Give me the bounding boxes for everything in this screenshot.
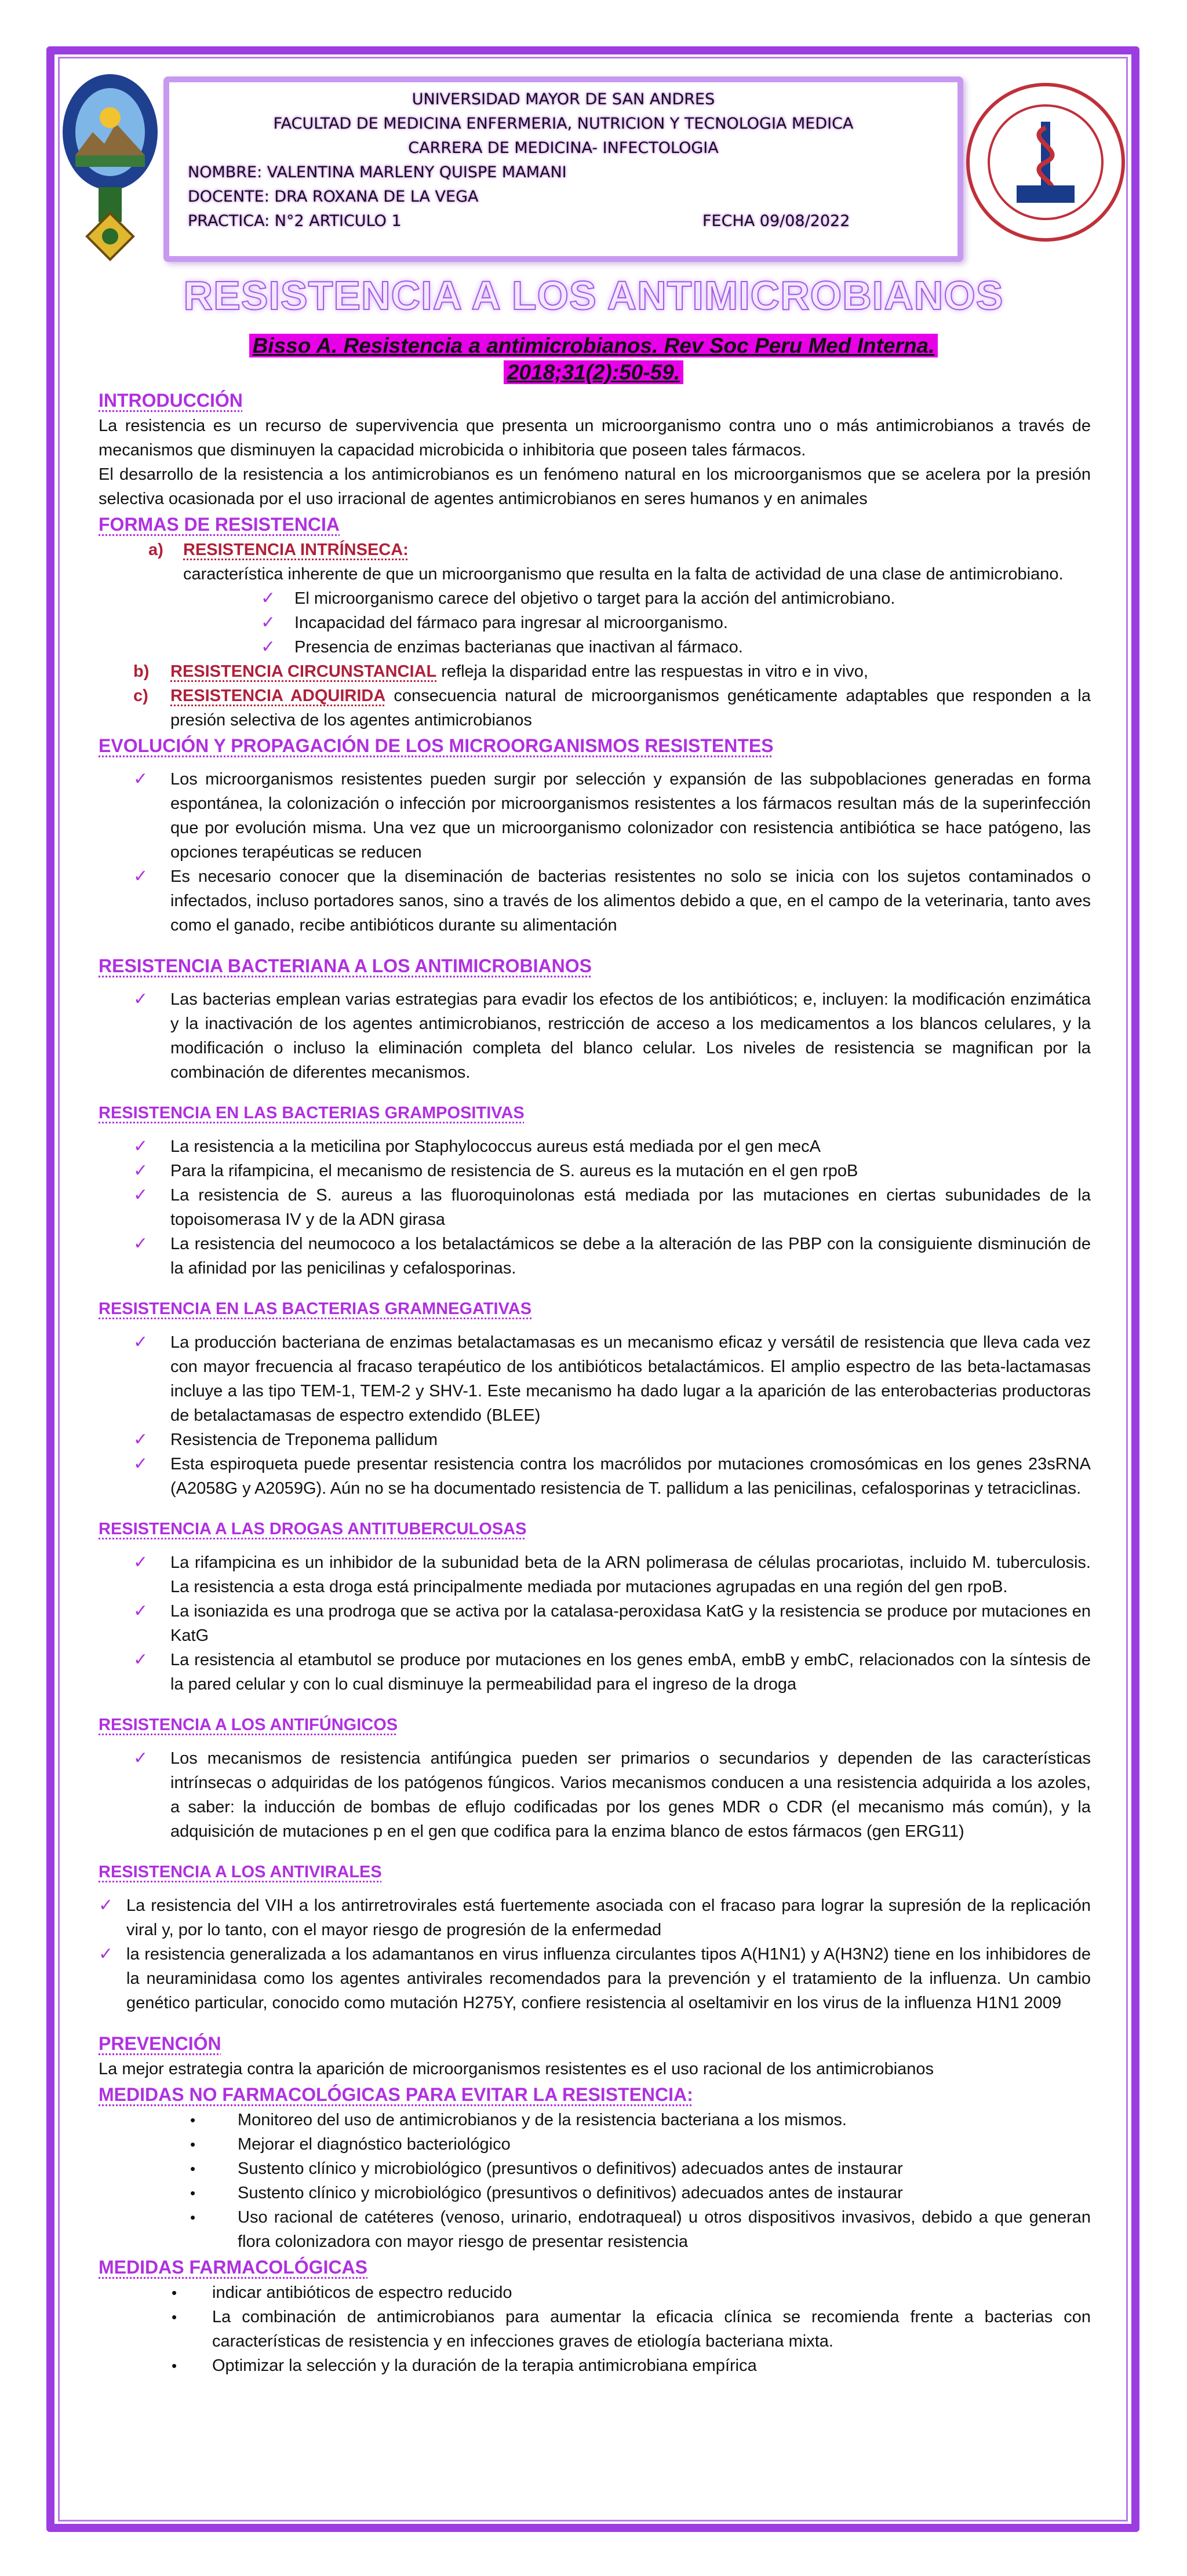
list-item: ✓ La resistencia de S. aureus a las fluoroquinolonas está mediada por las mutaciones en ciertas subunidades de la topoisomerasa IV y de la ADN girasa bbox=[99, 1183, 1091, 1232]
check-icon: ✓ bbox=[133, 866, 148, 886]
bullet-icon: • bbox=[190, 2136, 196, 2153]
forma-a-label: a) bbox=[148, 541, 163, 559]
check-icon: ✓ bbox=[133, 1748, 148, 1768]
check-icon: ✓ bbox=[133, 1136, 148, 1156]
list-item: ✓ La rifampicina es un inhibidor de la subunidad beta de la ARN polimerasa de células procariotas, incluido M. tuberculosis. La resistencia a esta droga está principalmente mediada por mutaciones agrupadas en una región del gen rpoB. bbox=[99, 1550, 1091, 1599]
forma-a bbox=[99, 538, 1091, 562]
check-icon: ✓ bbox=[133, 769, 148, 789]
section-heading-grampositivas: RESISTENCIA EN LAS BACTERIAS GRAMPOSITIVAS bbox=[99, 1104, 525, 1122]
teacher-name: DOCENTE: DRA ROXANA DE LA VEGA bbox=[188, 188, 479, 206]
citation bbox=[0, 333, 1187, 386]
student-name: NOMBRE: VALENTINA MARLENY QUISPE MAMANI bbox=[188, 163, 567, 181]
gramnegativas-list bbox=[99, 1330, 1091, 1501]
list-item: ✓ El microorganismo carece del objetivo o target para la acción del antimicrobiano. bbox=[99, 586, 1091, 611]
section-heading-introduccion: INTRODUCCIÓN bbox=[99, 390, 243, 411]
list-item: ✓ la resistencia generalizada a los adamantanos en virus influenza circulantes tipos A(H1N1) y A(H3N2) tiene en los inhibidores de la neuraminidasa como los agentes antivirales recomendados para la prevención y el tratamiento de la influenza. Un cambio genético particular, conocido como mutación H275Y, confiere resistencia al oseltamivir en los virus de la influenza H1N1 2009 bbox=[99, 1942, 1091, 2015]
faculty-name: FACULTAD DE MEDICINA ENFERMERIA, NUTRICION Y TECNOLOGIA MEDICA bbox=[273, 115, 854, 133]
list-item: ✓ Es necesario conocer que la diseminación de bacterias resistentes no solo se inicia con los sujetos contaminados o infectados, incluso portadores sanos, sino a través de los alimentos debido a que, en el campo de la veterinaria, tanto aves como el ganado, recibe antibióticos durante su alimentación bbox=[99, 864, 1091, 937]
check-icon: ✓ bbox=[133, 1185, 148, 1205]
header-info-box bbox=[163, 76, 963, 262]
check-icon: ✓ bbox=[133, 1650, 148, 1670]
list-item: ✓ La isoniazida es una prodroga que se activa por la catalasa-peroxidasa KatG y la resistencia se produce por mutaciones en KatG bbox=[99, 1599, 1091, 1648]
check-icon: ✓ bbox=[99, 1895, 114, 1915]
practice-label: PRACTICA: N°2 ARTICULO 1 bbox=[188, 212, 402, 230]
list-item: • Sustento clínico y microbiológico (presuntivos o definitivos) adecuados antes de instaurar bbox=[99, 2181, 1091, 2205]
section-heading-formas: FORMAS DE RESISTENCIA bbox=[99, 514, 340, 535]
list-item: • indicar antibióticos de espectro reducido bbox=[99, 2281, 1091, 2305]
antituberculosas-list bbox=[99, 1550, 1091, 1696]
forma-c bbox=[99, 684, 1091, 732]
list-item: ✓ La resistencia al etambutol se produce por mutaciones en los genes embA, embB y embC, relacionados con la síntesis de la pared celular y con lo cual disminuye la permeabilidad para el ingreso de la droga bbox=[99, 1648, 1091, 1696]
check-icon: ✓ bbox=[99, 1944, 114, 1964]
list-item: ✓ La resistencia del neumococo a los betalactámicos se debe a la alteración de las PBP con la consiguiente disminución de la afinidad por las penicilinas y cefalosporinas. bbox=[99, 1232, 1091, 1280]
bullet-icon: • bbox=[190, 2160, 196, 2177]
list-item: ✓ Los mecanismos de resistencia antifúngica pueden ser primarios o secundarios y dependen de las características intrínsecas o adquiridas de los patógenos fúngicos. Varios mecanismos conducen a una resistencia adquirida a los azoles, a saber: la inducción de bombas de eflujo codificadas por los genes MDR o CDR (el mecanismo más común), y la adquisición de mutaciones p en el gen que codifica para la enzima blanco de estos fármacos (gen ERG11) bbox=[99, 1746, 1091, 1844]
section-heading-bacteriana: RESISTENCIA BACTERIANA A LOS ANTIMICROBIANOS bbox=[99, 955, 592, 976]
section-heading-evolucion: EVOLUCIÓN Y PROPAGACIÓN DE LOS MICROORGANISMOS RESISTENTES bbox=[99, 735, 774, 756]
list-item: ✓ La resistencia a la meticilina por Staphylococcus aureus está mediada por el gen mecA bbox=[99, 1134, 1091, 1159]
list-item: • Mejorar el diagnóstico bacteriológico bbox=[99, 2132, 1091, 2157]
document-title: RESISTENCIA A LOS ANTIMICROBIANOS bbox=[183, 273, 1004, 318]
check-icon: ✓ bbox=[133, 1552, 148, 1572]
forma-a-description: característica inherente de que un microorganismo que resulta en la falta de actividad de una clase de antimicrobiano. bbox=[183, 565, 1064, 583]
check-icon: ✓ bbox=[133, 989, 148, 1009]
intro-paragraph-1: La resistencia es un recurso de supervivencia que presenta un microorganismo contra uno o más antimicrobianos a través de mecanismos que disminuyen la capacidad microbicida o inhibitoria que poseen tales fármacos. bbox=[99, 417, 1091, 459]
forma-c-title: RESISTENCIA ADQUIRIDA bbox=[170, 687, 386, 705]
list-item: ✓ La resistencia del VIH a los antirretrovirales está fuertemente asociada con el fracaso para lograr la supresión de la replicación viral y, por lo tanto, con el mayor riesgo de progresión de la enfermedad bbox=[99, 1893, 1091, 1942]
list-item: • Monitoreo del uso de antimicrobianos y de la resistencia bacteriana a los mismos. bbox=[99, 2108, 1091, 2132]
list-item: ✓ Resistencia de Treponema pallidum bbox=[99, 1428, 1091, 1452]
citation-line-1: Bisso A. Resistencia a antimicrobianos. Rev Soc Peru Med Interna. bbox=[249, 334, 938, 357]
check-icon: ✓ bbox=[261, 588, 276, 608]
check-icon: ✓ bbox=[133, 1234, 148, 1254]
section-heading-no-farmacologicas: MEDIDAS NO FARMACOLÓGICAS PARA EVITAR LA RESISTENCIA: bbox=[99, 2084, 693, 2105]
document-body bbox=[99, 387, 1091, 2378]
section-heading-antituberculosas: RESISTENCIA A LAS DROGAS ANTITUBERCULOSAS bbox=[99, 1520, 527, 1538]
grampositivas-list bbox=[99, 1134, 1091, 1280]
bullet-icon: • bbox=[190, 2111, 196, 2129]
check-icon: ✓ bbox=[133, 1454, 148, 1474]
forma-a-list bbox=[99, 586, 1091, 659]
career-name: CARRERA DE MEDICINA- INFECTOLOGIA bbox=[408, 139, 719, 157]
list-item: ✓ Las bacterias emplean varias estrategias para evadir los efectos de los antibióticos; e, incluyen: la modificación enzimática y la inactivación de los agentes antimicrobianos, restricción de acceso a los medicamentos a los blancos celulares, y la modificación o incluso la eliminación completa del blanco celular. Los niveles de resistencia se magnifican por la combinación de diferentes mecanismos. bbox=[99, 987, 1091, 1085]
bullet-icon: • bbox=[190, 2184, 196, 2202]
list-item: • Optimizar la selección y la duración de la terapia antimicrobiana empírica bbox=[99, 2354, 1091, 2378]
bullet-icon: • bbox=[172, 2308, 177, 2326]
section-heading-antivirales: RESISTENCIA A LOS ANTIVIRALES bbox=[99, 1863, 382, 1881]
prevencion-text: La mejor estrategia contra la aparición de microorganismos resistentes es el uso racional de los antimicrobianos bbox=[99, 2060, 934, 2078]
faculty-medicine-logo bbox=[964, 81, 1127, 243]
no-farmacologicas-list bbox=[99, 2108, 1091, 2254]
forma-b-text: refleja la disparidad entre las respuestas in vitro e in vivo, bbox=[436, 662, 868, 681]
check-icon: ✓ bbox=[133, 1601, 148, 1621]
list-item: ✓ La producción bacteriana de enzimas betalactamasas es un mecanismo eficaz y versátil de resistencia que lleva cada vez con mayor frecuencia al fracaso terapéutico de los antibióticos betalactámicos. El amplio espectro de las beta-lactamasas incluye a las tipo TEM-1, TEM-2 y SHV-1. Este mecanismo ha dado lugar a la aparición de las enterobacterias productoras de betalactamasas de espectro extendido (BLEE) bbox=[99, 1330, 1091, 1428]
list-item: ✓ Esta espiroqueta puede presentar resistencia contra los macrólidos por mutaciones cromosómicas en los genes 23sRNA (A2058G y A2059G). Aún no se ha documentado resistencia de T. pallidum a las penicilinas, cefalosporinas y tetraciclinas. bbox=[99, 1452, 1091, 1501]
forma-b-label: b) bbox=[133, 662, 150, 681]
check-icon: ✓ bbox=[133, 1161, 148, 1181]
bullet-icon: • bbox=[172, 2357, 177, 2374]
university-name: UNIVERSIDAD MAYOR DE SAN ANDRES bbox=[412, 90, 715, 108]
list-item: • Uso racional de catéteres (venoso, urinario, endotraqueal) u otros dispositivos invasivos, debido a que generan flora colonizadora con mayor riesgo de presentar resistencia bbox=[99, 2205, 1091, 2254]
forma-b-title: RESISTENCIA CIRCUNSTANCIAL bbox=[170, 662, 437, 681]
section-heading-antifungicos: RESISTENCIA A LOS ANTIFÚNGICOS bbox=[99, 1716, 398, 1734]
list-item: • La combinación de antimicrobianos para aumentar la eficacia clínica se recomienda frente a bacterias con características de resistencia y en infecciones graves de etiología bacteriana mixta. bbox=[99, 2305, 1091, 2354]
section-heading-farmacologicas: MEDIDAS FARMACOLÓGICAS bbox=[99, 2257, 367, 2278]
bacteriana-list bbox=[99, 987, 1091, 1085]
list-item: ✓ Los microorganismos resistentes pueden surgir por selección y expansión de las subpoblaciones generadas en forma espontánea, la colonización o infección por microorganismos resistentes a los fármacos resultan más de la superinfección que por evolución misma. Una vez que un microorganismo colonizador con resistencia antibiótica se hace patógeno, las opciones terapéuticas se reducen bbox=[99, 767, 1091, 864]
check-icon: ✓ bbox=[261, 612, 276, 633]
forma-c-label: c) bbox=[133, 687, 148, 705]
forma-a-title: RESISTENCIA INTRÍNSECA: bbox=[183, 541, 409, 559]
list-item: • Sustento clínico y microbiológico (presuntivos o definitivos) adecuados antes de instaurar bbox=[99, 2157, 1091, 2181]
check-icon: ✓ bbox=[133, 1332, 148, 1352]
list-item: ✓ Presencia de enzimas bacterianas que inactivan al fármaco. bbox=[99, 635, 1091, 659]
bullet-icon: • bbox=[190, 2209, 196, 2226]
forma-b bbox=[99, 659, 1091, 684]
forma-c-text: consecuencia natural de microorganismos genéticamente adaptables que responden a la presión selectiva de los agentes antimicrobianos bbox=[170, 687, 1091, 729]
section-heading-prevencion: PREVENCIÓN bbox=[99, 2033, 221, 2054]
farmacologicas-list bbox=[99, 2281, 1091, 2378]
check-icon: ✓ bbox=[261, 637, 276, 657]
evolucion-list bbox=[99, 767, 1091, 937]
check-icon: ✓ bbox=[133, 1429, 148, 1450]
antifungicos-list bbox=[99, 1746, 1091, 1844]
section-heading-gramnegativas: RESISTENCIA EN LAS BACTERIAS GRAMNEGATIVAS bbox=[99, 1300, 532, 1318]
list-item: ✓ Para la rifampicina, el mecanismo de resistencia de S. aureus es la mutación en el gen rpoB bbox=[99, 1159, 1091, 1183]
list-item: ✓ Incapacidad del fármaco para ingresar al microorganismo. bbox=[99, 611, 1091, 635]
citation-line-2: 2018;31(2):50-59. bbox=[504, 360, 683, 384]
university-crest-logo bbox=[58, 68, 162, 283]
intro-paragraph-2: El desarrollo de la resistencia a los antimicrobianos es un fenómeno natural en los microorganismos que se acelera por la presión selectiva ocasionada por el uso irracional de agentes antimicrobianos en seres humanos y en animales bbox=[99, 465, 1091, 508]
bullet-icon: • bbox=[172, 2284, 177, 2301]
date-label: FECHA 09/08/2022 bbox=[702, 212, 850, 230]
antivirales-list bbox=[99, 1893, 1091, 2015]
